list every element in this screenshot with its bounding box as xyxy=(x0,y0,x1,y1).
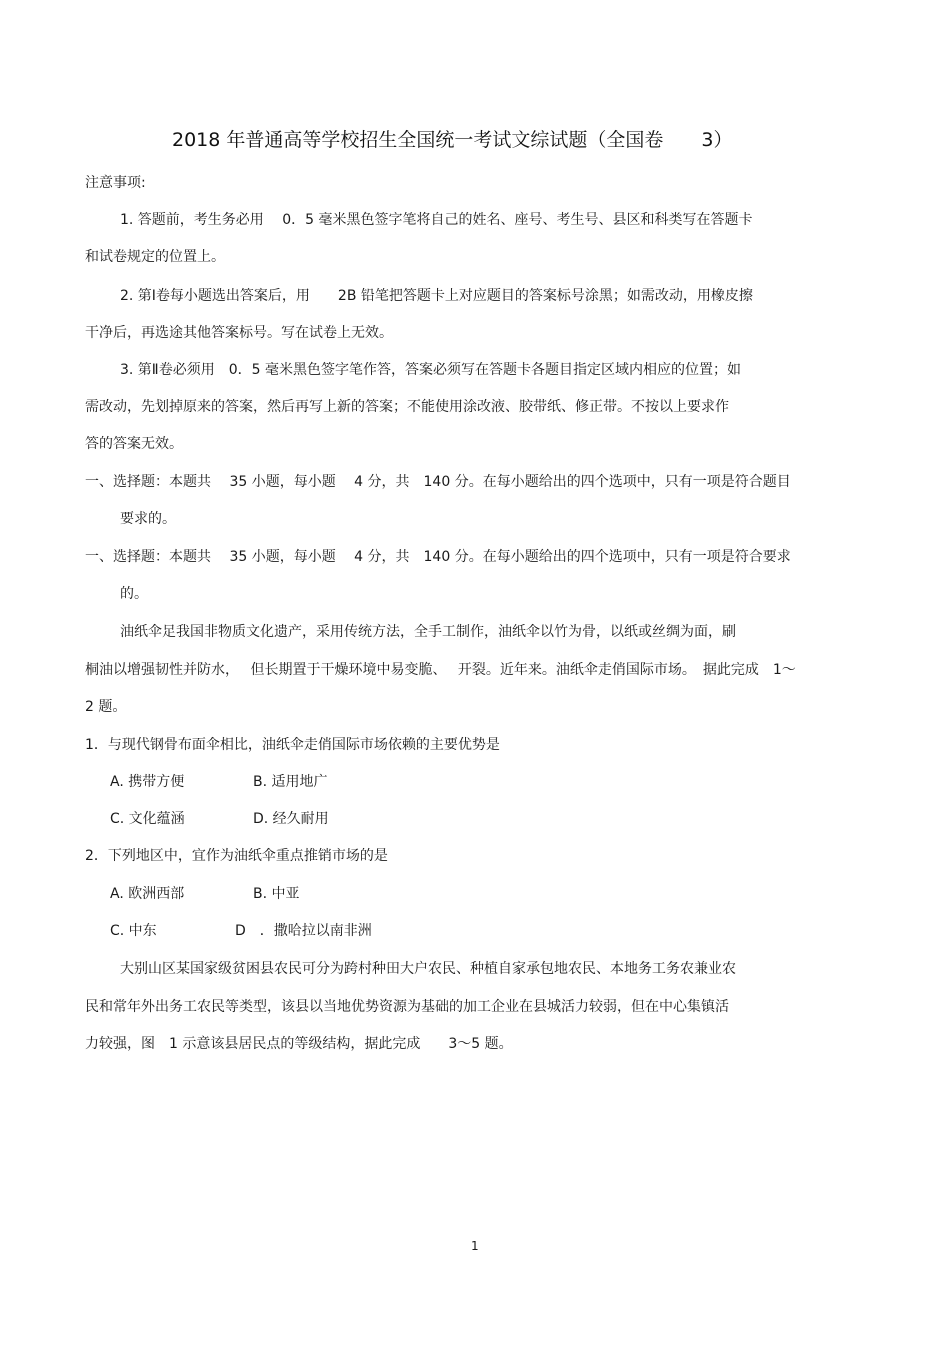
passage-2: 大别山区某国家级贫困县农民可分为跨村种田大户农民、种植自家承包地农民、本地务工务农兼业农 xyxy=(120,961,736,977)
notice-item-3-cont2: 答的答案无效。 xyxy=(85,436,183,452)
section-instruction-a-cont: 要求的。 xyxy=(120,511,176,527)
question-1-option-a: A. 携带方便 xyxy=(110,774,185,790)
section-instruction-b: 一、选择题：本题共 35 小题，每小题 4 分，共 140 分。在每小题给出的四个选项中，只有一项是符合要求 xyxy=(85,549,791,565)
section-instruction-b-cont: 的。 xyxy=(120,586,148,602)
question-1-stem: 1．与现代钢骨布面伞相比，油纸伞走俏国际市场依赖的主要优势是 xyxy=(85,737,500,753)
passage-1-cont: 桐油以增强韧性并防水， 但长期置于干燥环境中易变脆、 开裂。近年来。油纸伞走俏国际市场。 据此完成 1～ xyxy=(85,662,796,678)
notice-item-1-cont: 和试卷规定的位置上。 xyxy=(85,249,225,265)
passage-1-cont2: 2 题。 xyxy=(85,699,127,715)
passage-2-cont2: 力较强，图 1 示意该县居民点的等级结构，据此完成 3～5 题。 xyxy=(85,1036,513,1052)
passage-2-cont: 民和常年外出务工农民等类型，该县以当地优势资源为基础的加工企业在县城活力较弱，但在中心集镇活 xyxy=(85,999,729,1015)
question-2-option-c: C. 中东 xyxy=(110,923,157,939)
notice-item-3-cont: 需改动，先划掉原来的答案，然后再写上新的答案；不能使用涂改液、胶带纸、修正带。不按以上要求作 xyxy=(85,399,729,415)
exam-title: 2018 年普通高等学校招生全国统一考试文综试题（全国卷 3） xyxy=(172,129,733,151)
passage-1: 油纸伞足我国非物质文化遗产，采用传统方法，全手工制作，油纸伞以竹为骨，以纸或丝绸为面，刷 xyxy=(120,624,736,640)
notice-item-2-cont: 干净后，再选途其他答案标号。写在试卷上无效。 xyxy=(85,325,393,341)
question-1-option-b: B. 适用地广 xyxy=(253,774,328,790)
question-2-option-b: B. 中亚 xyxy=(253,886,300,902)
page-number: 1 xyxy=(471,1239,479,1253)
notice-item-1: 1. 答题前，考生务必用 0．5 毫米黑色签字笔将自己的姓名、座号、考生号、县区和科类写在答题卡 xyxy=(120,212,753,228)
section-instruction-a: 一、选择题：本题共 35 小题，每小题 4 分，共 140 分。在每小题给出的四个选项中，只有一项是符合题目 xyxy=(85,474,791,490)
question-2-option-d: D ．撒哈拉以南非洲 xyxy=(235,923,372,939)
question-1-option-d: D. 经久耐用 xyxy=(253,811,329,827)
question-2-option-a: A. 欧洲西部 xyxy=(110,886,185,902)
notice-item-2: 2. 第Ⅰ卷每小题选出答案后，用 2B 铅笔把答题卡上对应题目的答案标号涂黑；如需改动，用橡皮擦 xyxy=(120,288,753,304)
question-1-option-c: C. 文化蕴涵 xyxy=(110,811,185,827)
notice-heading: 注意事项: xyxy=(85,175,146,191)
question-2-stem: 2．下列地区中，宜作为油纸伞重点推销市场的是 xyxy=(85,848,388,864)
notice-item-3: 3. 第Ⅱ卷必须用 0．5 毫米黑色签字笔作答，答案必须写在答题卡各题目指定区域内相应的位置；如 xyxy=(120,362,741,378)
